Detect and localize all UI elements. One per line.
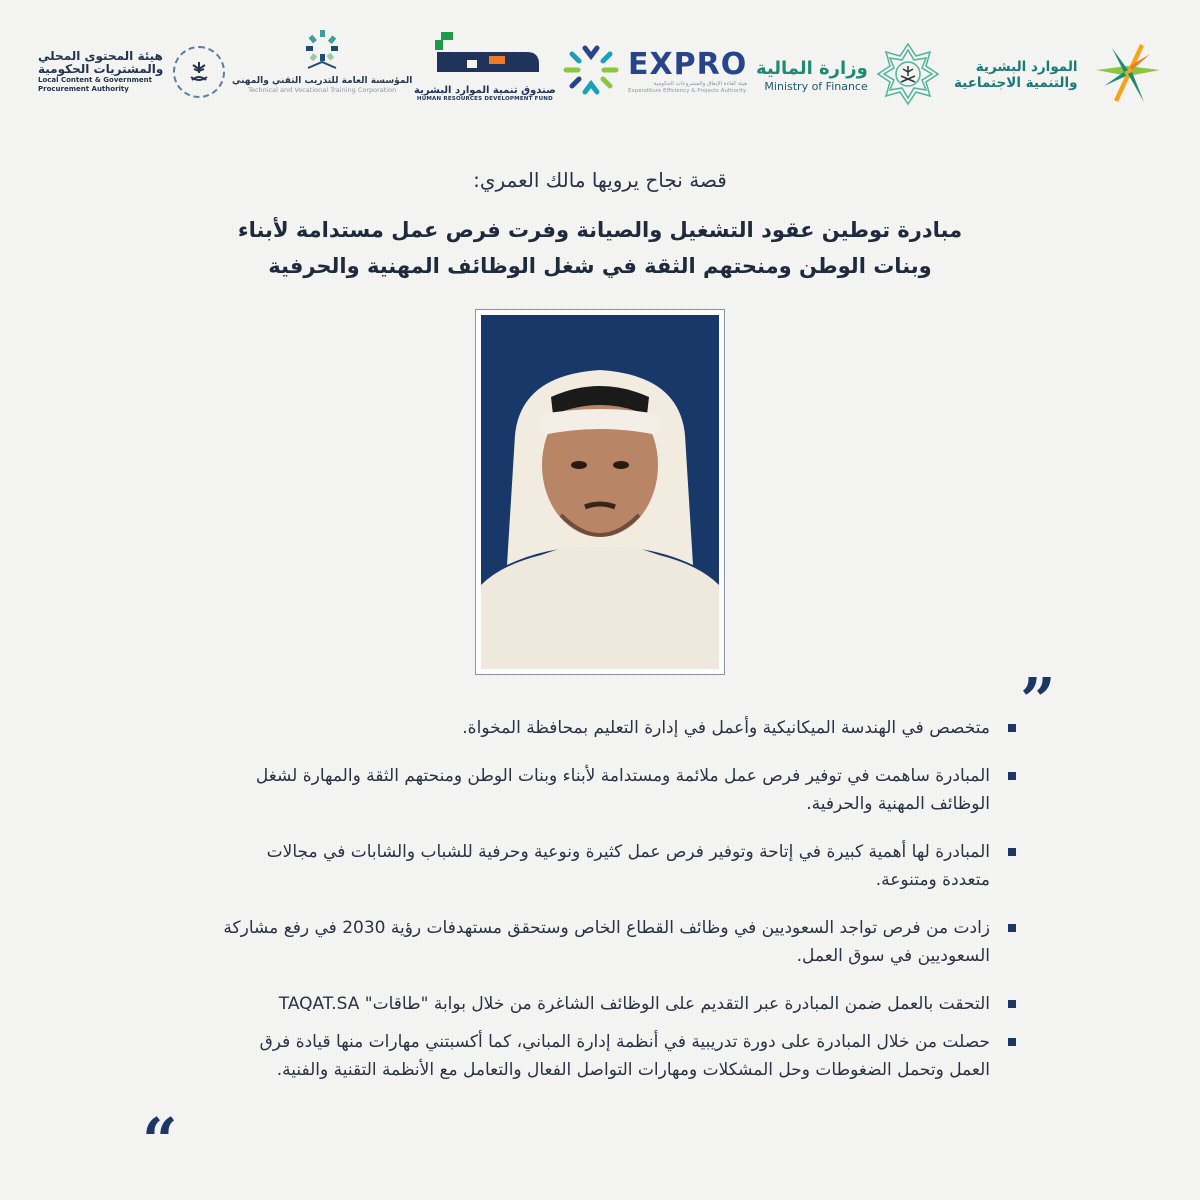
expro-star-icon: [562, 42, 620, 102]
hrsd-ar-line1: الموارد البشرية: [975, 59, 1078, 75]
hrdf-en-name: HUMAN RESOURCES DEVELOPMENT FUND: [416, 96, 553, 102]
mof-ar-name: وزارة المالية: [756, 58, 868, 79]
expro-wordmark: EXPRO: [628, 47, 748, 82]
bullet-item: المبادرة ساهمت في توفير فرص عمل ملائمة ومستدامة لأبناء وبنات الوطن ومنحتهم الثقة والمهارة لشغل الوظائف المهنية والحرفية.: [220, 762, 1020, 818]
tvtc-star-emblem-icon: [302, 28, 342, 72]
logo-hrsd: [954, 40, 1168, 110]
lcgpa-ar-line2: والمشتريات الحكومية: [38, 62, 164, 76]
bullet-item: زادت من فرص تواجد السعوديين في وظائف القطاع الخاص وستحقق مستهدفات رؤية 2030 في رفع مشاركة السعوديين في سوق العمل.: [220, 914, 1020, 970]
hrsd-ar-line2: والتنمية الاجتماعية: [954, 75, 1078, 91]
logo-lcgpa: [38, 46, 225, 98]
bullet-item: متخصص في الهندسة الميكانيكية وأعمل في إدارة التعليم بمحافظة المخواة.: [220, 714, 1020, 742]
bullet-item: حصلت من خلال المبادرة على دورة تدريبية في أنظمة إدارة المباني، كما أكسبتني مهارات منها قيادة فرق العمل وتحمل الضغوطات وحل المشكلات ومهارات التواصل الفعال والتعامل مع الأنظمة التقنية والفنية.: [220, 1028, 1020, 1084]
logo-hrdf: [414, 30, 556, 102]
hrdf-mark-icon: [427, 30, 543, 85]
lcgpa-ar-line1: هيئة المحتوى المحلي: [38, 49, 163, 63]
headline-line-2: وبنات الوطن ومنحتهم الثقة في شغل الوظائف المهنية والحرفية: [268, 254, 932, 278]
quote-open-icon: ”: [1020, 664, 1056, 737]
story-bullets: [220, 714, 1020, 1104]
expro-en-sub: Expenditure Efficiency & Projects Authority: [628, 88, 747, 94]
palm-swords-emblem-icon: [173, 46, 225, 98]
tvtc-ar-name: المؤسسة العامة للتدريب التقني والمهني: [232, 76, 413, 86]
expro-ar-sub: هيئة كفاءة الإنفاق والمشروعات الحكومية: [653, 81, 748, 87]
headline-line-1: مبادرة توطين عقود التشغيل والصيانة وفرت فرص عمل مستدامة لأبناء: [237, 218, 963, 242]
mof-rosette-emblem-icon: [876, 42, 940, 110]
bullet-item: التحقت بالعمل ضمن المبادرة عبر التقديم على الوظائف الشاغرة من خلال بوابة "طاقات" TAQAT.SA: [220, 990, 1020, 1018]
partner-logos-bar: [0, 28, 1200, 118]
headline: [180, 212, 1020, 284]
person-portrait-icon: [481, 315, 719, 669]
portrait-frame: [475, 309, 725, 675]
quote-close-icon: “: [142, 1104, 178, 1177]
portrait-photo: [481, 315, 719, 669]
story-label: قصة نجاح يرويها مالك العمري:: [473, 168, 727, 192]
logo-ministry-of-finance: [756, 42, 940, 110]
logo-expro: [562, 42, 747, 102]
lcgpa-en-line2: Procurement Authority: [38, 85, 129, 93]
logo-tvtc: [232, 28, 412, 94]
mof-en-name: Ministry of Finance: [764, 80, 868, 93]
bullet-item: المبادرة لها أهمية كبيرة في إتاحة وتوفير فرص عمل كثيرة ونوعية وحرفية للشباب والشابات في مجالات متعددة ومتنوعة.: [220, 838, 1020, 894]
tvtc-en-name: Technical and Vocational Training Corporation: [248, 86, 397, 94]
lcgpa-en-line1: Local Content & Government: [38, 76, 152, 84]
hrdf-ar-name: صندوق تنمية الموارد البشرية: [414, 85, 556, 96]
hrsd-star-emblem-icon: [1088, 40, 1168, 110]
